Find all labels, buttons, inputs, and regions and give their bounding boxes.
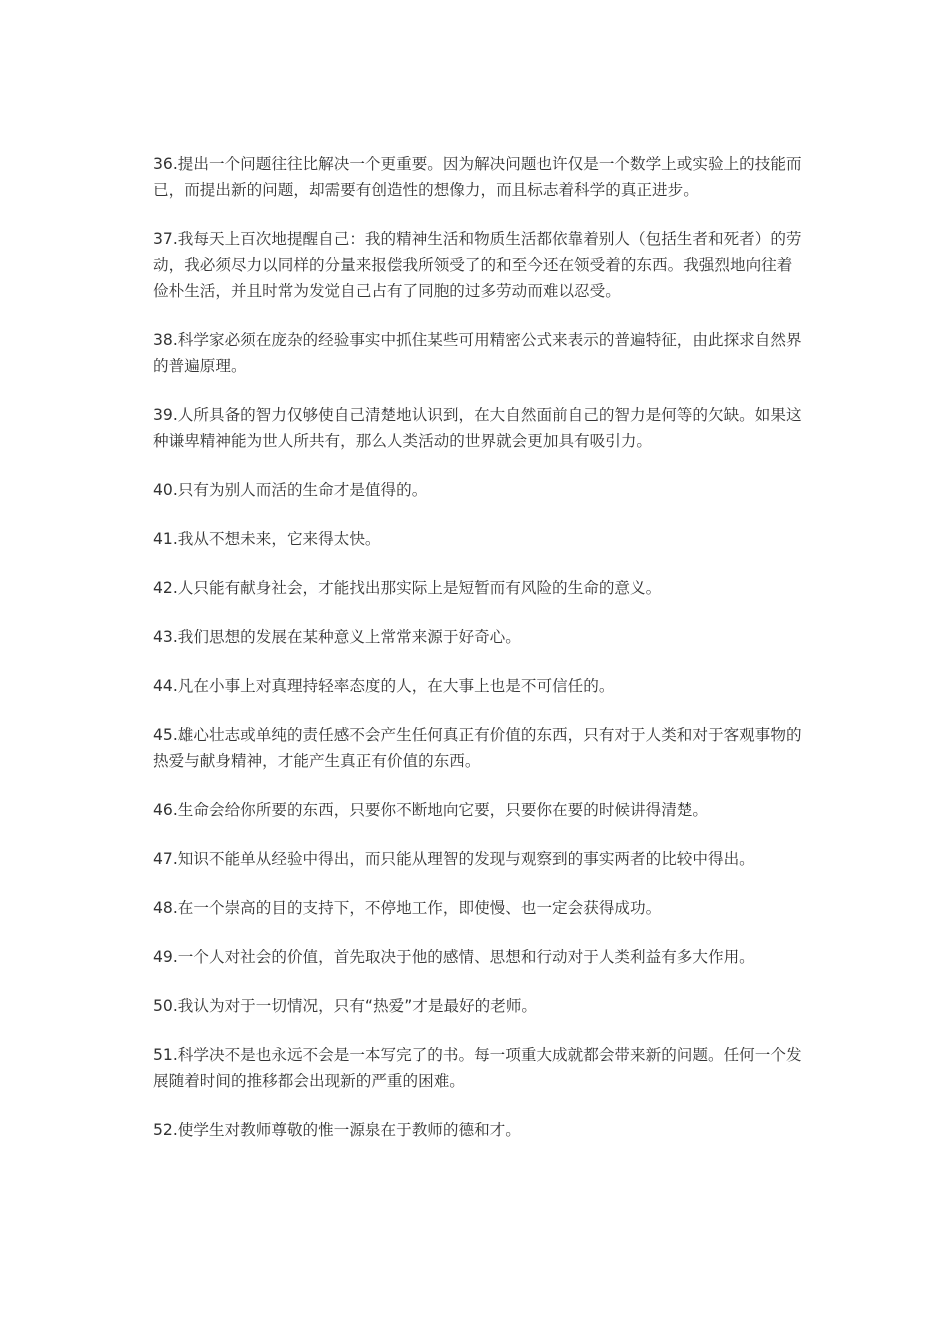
quote-39: 39.人所具备的智力仅够使自己清楚地认识到，在大自然面前自己的智力是何等的欠缺。如果这种谦卑精神能为世人所共有，那么人类活动的世界就会更加具有吸引力。 — [153, 406, 802, 450]
quote-51: 51.科学决不是也永远不会是一本写完了的书。每一项重大成就都会带来新的问题。任何一个发展随着时间的推移都会出现新的严重的困难。 — [153, 1046, 802, 1090]
quote-43: 43.我们思想的发展在某种意义上常常来源于好奇心。 — [153, 628, 521, 646]
quote-52: 52.使学生对教师尊敬的惟一源泉在于教师的德和才。 — [153, 1121, 521, 1139]
quote-37: 37.我每天上百次地提醒自己：我的精神生活和物质生活都依靠着别人（包括生者和死者）的劳动，我必须尽力以同样的分量来报偿我所领受了的和至今还在领受着的东西。我强烈地向往着俭朴生活，并且时常为发觉自己占有了同胞的过多劳动而难以忍受。 — [153, 230, 802, 300]
quote-36: 36.提出一个问题往往比解决一个更重要。因为解决问题也许仅是一个数学上或实验上的技能而已，而提出新的问题，却需要有创造性的想像力，而且标志着科学的真正进步。 — [153, 155, 802, 199]
quote-46: 46.生命会给你所要的东西，只要你不断地向它要，只要你在要的时候讲得清楚。 — [153, 801, 708, 819]
quote-40: 40.只有为别人而活的生命才是值得的。 — [153, 481, 428, 499]
quote-list — [153, 151, 803, 1166]
quote-49: 49.一个人对社会的价值，首先取决于他的感情、思想和行动对于人类利益有多大作用。 — [153, 948, 755, 966]
quote-48: 48.在一个崇高的目的支持下，不停地工作，即使慢、也一定会获得成功。 — [153, 899, 662, 917]
quote-44: 44.凡在小事上对真理持轻率态度的人，在大事上也是不可信任的。 — [153, 677, 615, 695]
quote-47: 47.知识不能单从经验中得出，而只能从理智的发现与观察到的事实两者的比较中得出。 — [153, 850, 755, 868]
quote-41: 41.我从不想未来，它来得太快。 — [153, 530, 381, 548]
quote-45: 45.雄心壮志或单纯的责任感不会产生任何真正有价值的东西，只有对于人类和对于客观事物的热爱与献身精神，才能产生真正有价值的东西。 — [153, 726, 802, 770]
quote-38: 38.科学家必须在庞杂的经验事实中抓住某些可用精密公式来表示的普遍特征，由此探求自然界的普遍原理。 — [153, 331, 802, 375]
quote-42: 42.人只能有献身社会，才能找出那实际上是短暂而有风险的生命的意义。 — [153, 579, 662, 597]
quote-50: 50.我认为对于一切情况，只有“热爱”才是最好的老师。 — [153, 997, 538, 1015]
